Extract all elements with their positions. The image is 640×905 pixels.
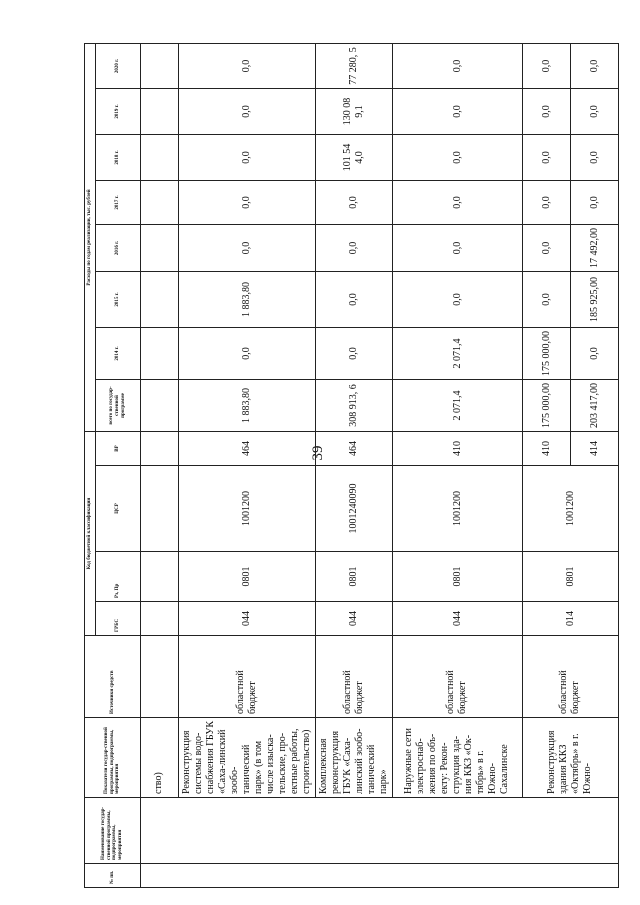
- cell-total: 2 071,4: [392, 380, 522, 432]
- header-y2019: 2019 г.: [95, 89, 140, 135]
- table-row: [140, 43, 178, 887]
- cell-y2016: 17 492,00: [570, 225, 618, 272]
- cell-y2014: 0,0: [315, 328, 392, 380]
- table-row: [392, 43, 522, 887]
- header-years-group: Расходы по годам реализации, тыс. рублей: [85, 43, 96, 431]
- header-y2016: 2016 г.: [95, 225, 140, 272]
- cell-y2020: 0,0: [392, 43, 522, 88]
- cell-y2018: [140, 135, 178, 181]
- cell-csr: 1001240090: [315, 466, 392, 552]
- header-csr: ЦСР: [95, 466, 140, 552]
- cell-y2020: 0,0: [522, 43, 570, 88]
- cell-total: 175 000,00: [522, 380, 570, 432]
- cell-total: 308 913, 6: [315, 380, 392, 432]
- cell-y2019: 0,0: [392, 89, 522, 135]
- header-grbs: ГРБС: [95, 602, 140, 636]
- cell-grbs: 014: [522, 602, 618, 636]
- cell-source: областной бюджет: [315, 636, 392, 718]
- cell-y2019: 130 08 9,1: [315, 89, 392, 135]
- header-y2014: 2014 г.: [95, 328, 140, 380]
- cell-y2019: 0,0: [522, 89, 570, 135]
- cell-rzpr: 0801: [522, 552, 618, 602]
- header-indicators: Показатели государ-ственной программы, подпрограммы, мероприятия: [85, 718, 141, 798]
- cell-y2014: 0,0: [178, 328, 315, 380]
- header-y2017: 2017 г.: [95, 181, 140, 225]
- cell-csr: 1001200: [392, 466, 522, 552]
- cell-y2018: 101 54 4,0: [315, 135, 392, 181]
- header-y2015: 2015 г.: [95, 272, 140, 328]
- cell-y2016: 0,0: [315, 225, 392, 272]
- cell-num: [140, 864, 618, 888]
- cell-y2018: 0,0: [570, 135, 618, 181]
- document-sheet: [84, 44, 608, 888]
- cell-total: 203 417,00: [570, 380, 618, 432]
- cell-y2017: [140, 181, 178, 225]
- cell-vr: [140, 432, 178, 466]
- cell-y2016: 0,0: [392, 225, 522, 272]
- cell-y2015: 185 925,00: [570, 272, 618, 328]
- cell-source: областной бюджет: [392, 636, 522, 718]
- table-row: [178, 43, 315, 887]
- cell-vr: 410: [392, 432, 522, 466]
- cell-source: областной бюджет: [178, 636, 315, 718]
- header-vr: ВР: [95, 432, 140, 466]
- cell-y2017: 0,0: [178, 181, 315, 225]
- cell-y2017: 0,0: [570, 181, 618, 225]
- cell-total: 1 883,80: [178, 380, 315, 432]
- cell-y2018: 0,0: [392, 135, 522, 181]
- header-name: Наименование государ-ственной программы, подпрограммы, мероприятия: [85, 798, 141, 864]
- cell-y2016: 0,0: [522, 225, 570, 272]
- cell-name: [140, 798, 618, 864]
- cell-vr: 410: [522, 432, 570, 466]
- header-budget-group: Код бюджетной классификации: [85, 432, 96, 636]
- cell-source: [140, 636, 178, 718]
- header-row-1: [85, 43, 96, 887]
- cell-rzpr: 0801: [315, 552, 392, 602]
- cell-indicator: ство): [140, 718, 178, 798]
- cell-y2019: [140, 89, 178, 135]
- cell-grbs: [140, 602, 178, 636]
- cell-y2014: 0,0: [570, 328, 618, 380]
- cell-total: [140, 380, 178, 432]
- cell-y2014: 2 071,4: [392, 328, 522, 380]
- table-row: [315, 43, 392, 887]
- cell-csr: 1001200: [522, 466, 618, 552]
- cell-y2016: 0,0: [178, 225, 315, 272]
- cell-y2018: 0,0: [522, 135, 570, 181]
- cell-vr: 464: [178, 432, 315, 466]
- cell-vr: 414: [570, 432, 618, 466]
- header-num: № пп.: [85, 864, 141, 888]
- cell-grbs: 044: [178, 602, 315, 636]
- cell-rzpr: [140, 552, 178, 602]
- cell-y2015: 0,0: [522, 272, 570, 328]
- cell-grbs: 044: [392, 602, 522, 636]
- cell-y2020: 0,0: [570, 43, 618, 88]
- page-number: 39: [310, 445, 326, 461]
- cell-y2020: 0,0: [178, 43, 315, 88]
- cell-y2016: [140, 225, 178, 272]
- cell-y2014: 175 000,00: [522, 328, 570, 380]
- cell-y2017: 0,0: [315, 181, 392, 225]
- rotated-table-frame: [84, 44, 608, 888]
- cell-y2014: [140, 328, 178, 380]
- cell-vr: 464: [315, 432, 392, 466]
- table-row: [522, 43, 570, 887]
- cell-source: областной бюджет: [522, 636, 618, 718]
- cell-y2015: [140, 272, 178, 328]
- cell-indicator: Реконструкция системы водо-снабжения ГБУК «Саха-линский зообо-танический парк» (в том числе изыска-тельские, про-ектные работы, строительство): [178, 718, 315, 798]
- cell-y2020: 77 280, 5: [315, 43, 392, 88]
- cell-y2020: [140, 43, 178, 88]
- cell-csr: 1001200: [178, 466, 315, 552]
- cell-grbs: 044: [315, 602, 392, 636]
- cell-y2019: 0,0: [570, 89, 618, 135]
- header-y2020: 2020 г.: [95, 43, 140, 88]
- header-total: всего по государ-ственной программе: [95, 380, 140, 432]
- cell-indicator: Комплексная реконструкция ГБУК «Саха-линский зообо-танический парк»: [315, 718, 392, 798]
- cell-y2019: 0,0: [178, 89, 315, 135]
- cell-indicator: Реконструкция здания ККЗ «Октябрь» в г. Южно-: [522, 718, 618, 798]
- cell-y2018: 0,0: [178, 135, 315, 181]
- cell-y2015: 1 883,80: [178, 272, 315, 328]
- cell-y2017: 0,0: [392, 181, 522, 225]
- cell-indicator: Наружные сети электроснаб-жения по объ-екту: Рекон-струкция зда-ния ККЗ «Ок-тябрь» в г. Южно-Сахалинске: [392, 718, 522, 798]
- header-source: Источники средств: [85, 636, 141, 718]
- cell-y2015: 0,0: [392, 272, 522, 328]
- cell-y2015: 0,0: [315, 272, 392, 328]
- cell-csr: [140, 466, 178, 552]
- header-rzpr: Рз, Пр: [95, 552, 140, 602]
- cell-rzpr: 0801: [392, 552, 522, 602]
- program-expenses-table: [84, 43, 619, 888]
- cell-rzpr: 0801: [178, 552, 315, 602]
- header-y2018: 2018 г.: [95, 135, 140, 181]
- cell-y2017: 0,0: [522, 181, 570, 225]
